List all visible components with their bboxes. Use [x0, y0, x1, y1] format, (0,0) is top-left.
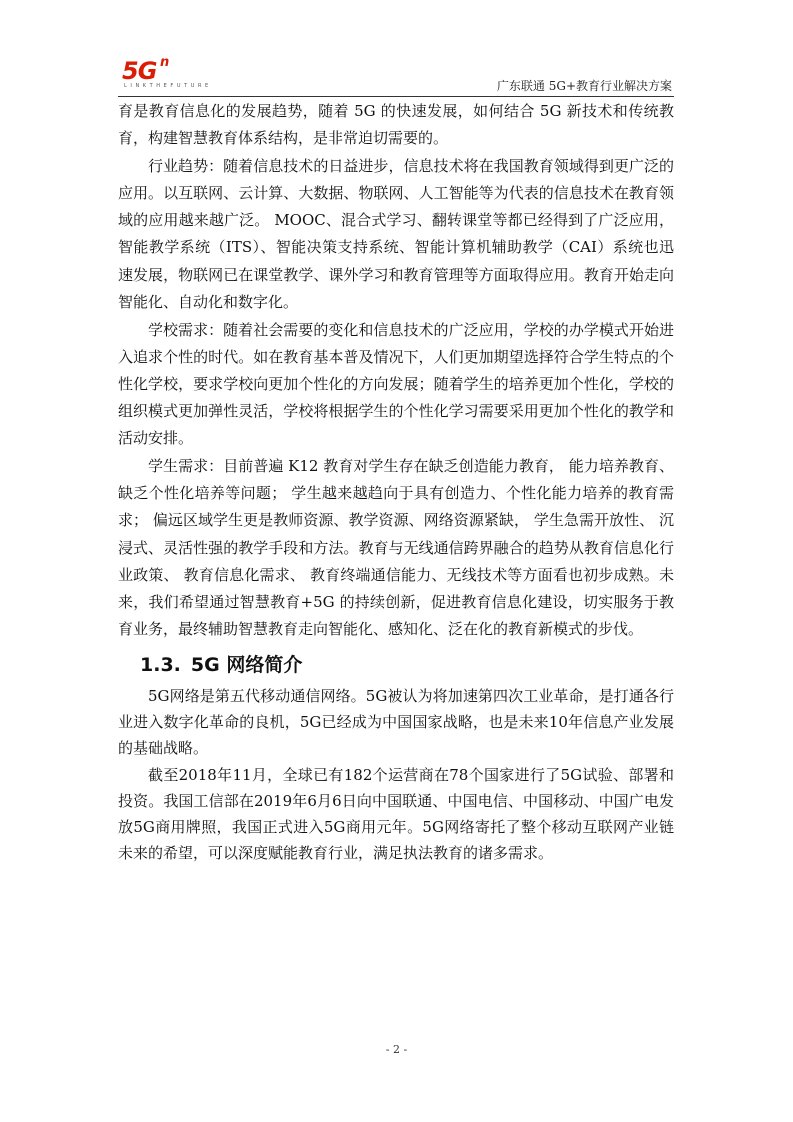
paragraph-student-demand: 学生需求：目前普遍 K12 教育对学生存在缺乏创造能力教育， 能力培养教育、 缺乏个性化培养等问题； 学生越来越趋向于具有创造力、个性化能力培养的教育需求； 偏远区域学生更是教师资源、教学资源、网络资源紧缺， 学生急需开放性、 沉浸式、灵活性强的教学手段和方法。教育与无线通信跨界融合的趋势从教育信息化行业政策、 教育信息化需求、 教育终端通信能力、无线技术等方面看也初步成熟。未来，我们希望通过智慧教育+5G 的持续创新，促进教育信息化建设，切实服务于教育业务，最终辅助智慧教育走向智能化、感知化、泛在化的教育新模式的步伐。 — [118, 457, 674, 638]
section-title: 5G 网络简介 — [190, 653, 303, 676]
page-body — [118, 98, 674, 866]
logo-superscript: n — [160, 55, 170, 70]
section-number: 1.3. — [140, 653, 181, 676]
paragraph-school-demand: 学校需求：随着社会需要的变化和信息技术的广泛应用，学校的办学模式开始进入追求个性的时代。如在教育基本普及情况下，人们更加期望选择符合学生特点的个性化学校，要求学校向更加个性化的方向发展；随着学生的培养更加个性化，学校的组织模式更加弹性灵活，学校将根据学生的个性化学习需要采用更加个性化的教学和活动安排。 — [118, 320, 674, 448]
paragraph-5g-deployment: 截至2018年11月，全球已有182个运营商在78个国家进行了5G试验、部署和投资。我国工信部在2019年6月6日向中国联通、中国电信、中国移动、中国广电发放5G商用牌照，我国正式进入5G商用元年。5G网络寄托了整个移动互联网产业链未来的希望，可以深度赋能教育行业，满足执法教育的诸多需求。 — [118, 765, 674, 862]
section-heading — [118, 651, 674, 679]
paragraph-continuation: 育是教育信息化的发展趋势，随着 5G 的快速发展，如何结合 5G 新技术和传统教育，构建智慧教育体系结构，是非常迫切需要的。 — [118, 102, 674, 148]
document-title: 广东联通 5G+教育行业解决方案 — [496, 79, 672, 93]
logo-text: 5G — [122, 57, 157, 85]
page-number: - 2 - — [385, 1043, 408, 1056]
paragraph-industry-trend: 行业趋势：随着信息技术的日益进步，信息技术将在我国教育领域得到更广泛的应用。以互联网、云计算、大数据、物联网、人工智能等为代表的信息技术在教育领域的应用越来越广泛。 MOOC、混合式学习、翻转课堂等都已经得到了广泛应用，智能教学系统（ITS）、智能决策支持系统、智能计算机辅助教学（CAI）系统也迅速发展，物联网已在课堂教学、课外学习和教育管理等方面取得应用。教育开始走向智能化、自动化和数字化。 — [118, 157, 674, 311]
logo-subtext: L I N K T H E F U T U R E — [124, 83, 210, 89]
5g-logo — [122, 55, 210, 94]
paragraph-5g-intro: 5G网络是第五代移动通信网络。5G被认为将加速第四次工业革命，是打通各行业进入数字化革命的良机，5G已经成为中国国家战略，也是未来10年信息产业发展的基础战略。 — [118, 686, 674, 757]
page-header — [118, 52, 674, 97]
